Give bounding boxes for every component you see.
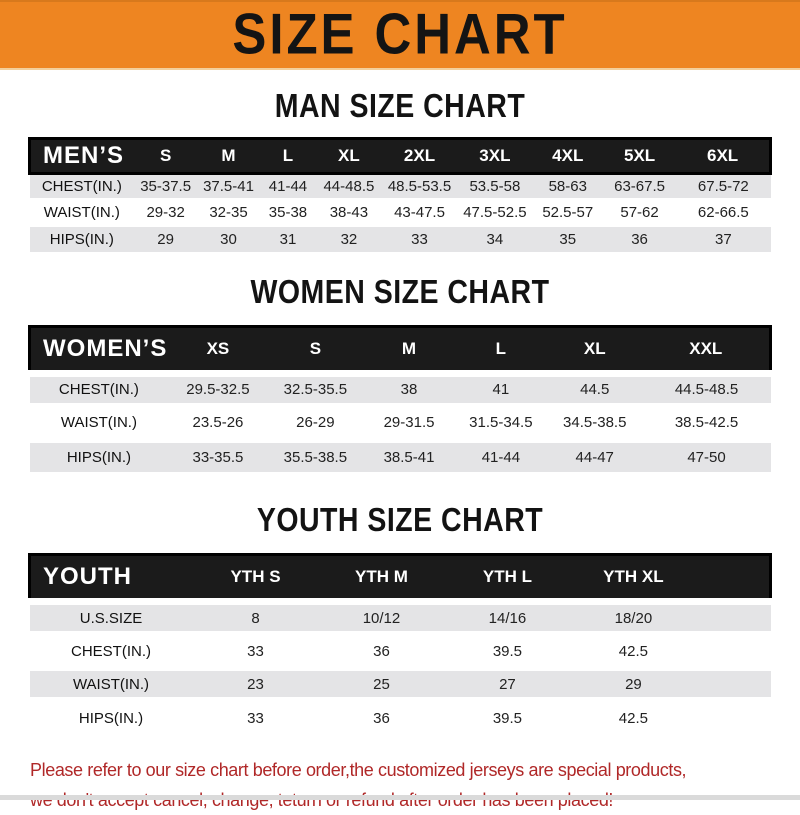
youth-col-header: YTH S — [193, 555, 319, 602]
row-label: CHEST(IN.) — [30, 174, 135, 200]
size-value-cell: 18/20 — [570, 602, 696, 635]
men-col-header: S — [134, 139, 197, 174]
youth-size-table — [28, 553, 772, 734]
size-value-cell: 41-44 — [260, 174, 316, 200]
men-section — [0, 87, 800, 252]
size-value-cell: 32.5-35.5 — [268, 373, 364, 406]
size-value-cell: 36 — [318, 701, 444, 734]
size-value-cell: 29 — [570, 668, 696, 701]
size-value-cell: 35-38 — [260, 200, 316, 226]
women-hips-row — [30, 439, 771, 472]
women-section-heading: WOMEN SIZE CHART — [250, 273, 550, 311]
size-value-cell: 36 — [603, 226, 676, 252]
size-value-cell: 62-66.5 — [676, 200, 770, 226]
row-label: HIPS(IN.) — [30, 701, 193, 734]
size-value-cell: 32 — [316, 226, 382, 252]
women-col-header: XXL — [643, 326, 771, 373]
size-value-cell: 42.5 — [570, 701, 696, 734]
men-col-header: 6XL — [676, 139, 770, 174]
men-waist-row — [30, 200, 771, 226]
size-value-cell: 25 — [318, 668, 444, 701]
size-value-cell: 37.5-41 — [197, 174, 260, 200]
youth-section — [0, 501, 800, 734]
size-value-cell: 34 — [457, 226, 532, 252]
women-waist-row — [30, 406, 771, 439]
women-col-header: XS — [168, 326, 267, 373]
size-value-cell: 35.5-38.5 — [268, 439, 364, 472]
youth-hips-row — [30, 701, 771, 734]
men-chest-row — [30, 174, 771, 200]
women-size-table — [28, 325, 772, 473]
youth-col-header: YTH L — [444, 555, 570, 602]
men-header-row — [30, 139, 771, 174]
size-value-cell: 29-31.5 — [363, 406, 455, 439]
banner-title: SIZE CHART — [232, 3, 568, 67]
youth-col-header: YTH XL — [570, 555, 696, 602]
men-size-table — [28, 137, 772, 252]
size-value-cell: 41 — [455, 373, 547, 406]
row-label: WAIST(IN.) — [30, 668, 193, 701]
size-value-cell: 29.5-32.5 — [168, 373, 267, 406]
size-value-cell: 52.5-57 — [533, 200, 603, 226]
women-col-header: S — [268, 326, 364, 373]
size-value-cell: 47.5-52.5 — [457, 200, 532, 226]
men-col-header: XL — [316, 139, 382, 174]
men-col-header: L — [260, 139, 316, 174]
size-value-cell: 31.5-34.5 — [455, 406, 547, 439]
size-value-cell: 47-50 — [643, 439, 771, 472]
size-value-cell: 29-32 — [134, 200, 197, 226]
size-value-cell: 14/16 — [444, 602, 570, 635]
row-label: CHEST(IN.) — [30, 635, 193, 668]
women-section — [0, 273, 800, 473]
filler-cell — [696, 635, 770, 668]
size-chart-banner — [0, 0, 800, 70]
youth-col-header: YTH M — [318, 555, 444, 602]
size-value-cell: 36 — [318, 635, 444, 668]
women-col-header: L — [455, 326, 547, 373]
header-filler-cell — [696, 555, 770, 602]
filler-cell — [696, 668, 770, 701]
size-value-cell: 23 — [193, 668, 319, 701]
men-header-label: MEN’S — [30, 139, 135, 174]
bottom-edge-strip — [0, 795, 800, 800]
size-value-cell: 26-29 — [268, 406, 364, 439]
size-value-cell: 38-43 — [316, 200, 382, 226]
youth-header-label: YOUTH — [30, 555, 193, 602]
filler-cell — [696, 602, 770, 635]
men-col-header: 2XL — [382, 139, 457, 174]
women-header-row — [30, 326, 771, 373]
size-value-cell: 48.5-53.5 — [382, 174, 457, 200]
size-value-cell: 63-67.5 — [603, 174, 676, 200]
size-value-cell: 38 — [363, 373, 455, 406]
size-value-cell: 32-35 — [197, 200, 260, 226]
size-value-cell: 38.5-42.5 — [643, 406, 771, 439]
size-value-cell: 10/12 — [318, 602, 444, 635]
row-label: WAIST(IN.) — [30, 406, 169, 439]
women-header-label: WOMEN’S — [30, 326, 169, 373]
size-value-cell: 44.5-48.5 — [643, 373, 771, 406]
size-value-cell: 8 — [193, 602, 319, 635]
size-value-cell: 33-35.5 — [168, 439, 267, 472]
size-value-cell: 39.5 — [444, 701, 570, 734]
size-value-cell: 30 — [197, 226, 260, 252]
size-value-cell: 42.5 — [570, 635, 696, 668]
size-value-cell: 53.5-58 — [457, 174, 532, 200]
size-value-cell: 44-48.5 — [316, 174, 382, 200]
size-value-cell: 23.5-26 — [168, 406, 267, 439]
row-label: U.S.SIZE — [30, 602, 193, 635]
size-value-cell: 57-62 — [603, 200, 676, 226]
men-section-heading: MAN SIZE CHART — [274, 87, 526, 125]
youth-chest-row — [30, 635, 771, 668]
youth-ussize-row — [30, 602, 771, 635]
size-value-cell: 31 — [260, 226, 316, 252]
size-value-cell: 35-37.5 — [134, 174, 197, 200]
men-col-header: 5XL — [603, 139, 676, 174]
youth-section-heading: YOUTH SIZE CHART — [256, 501, 544, 539]
youth-waist-row — [30, 668, 771, 701]
size-value-cell: 33 — [193, 635, 319, 668]
size-value-cell: 43-47.5 — [382, 200, 457, 226]
men-col-header: 3XL — [457, 139, 532, 174]
size-value-cell: 44.5 — [547, 373, 643, 406]
size-value-cell: 33 — [382, 226, 457, 252]
size-value-cell: 34.5-38.5 — [547, 406, 643, 439]
size-value-cell: 38.5-41 — [363, 439, 455, 472]
men-col-header: M — [197, 139, 260, 174]
size-value-cell: 27 — [444, 668, 570, 701]
size-value-cell: 44-47 — [547, 439, 643, 472]
size-value-cell: 41-44 — [455, 439, 547, 472]
footer-note — [30, 755, 800, 815]
women-col-header: XL — [547, 326, 643, 373]
row-label: WAIST(IN.) — [30, 200, 135, 226]
footer-line-1: Please refer to our size chart before order,the customized jerseys are special products, — [30, 759, 687, 780]
women-chest-row — [30, 373, 771, 406]
row-label: HIPS(IN.) — [30, 439, 169, 472]
size-value-cell: 67.5-72 — [676, 174, 770, 200]
row-label: HIPS(IN.) — [30, 226, 135, 252]
size-value-cell: 33 — [193, 701, 319, 734]
men-hips-row — [30, 226, 771, 252]
size-value-cell: 39.5 — [444, 635, 570, 668]
size-value-cell: 29 — [134, 226, 197, 252]
filler-cell — [696, 701, 770, 734]
row-label: CHEST(IN.) — [30, 373, 169, 406]
youth-header-row — [30, 555, 771, 602]
men-col-header: 4XL — [533, 139, 603, 174]
size-value-cell: 35 — [533, 226, 603, 252]
size-value-cell: 37 — [676, 226, 770, 252]
size-value-cell: 58-63 — [533, 174, 603, 200]
women-col-header: M — [363, 326, 455, 373]
